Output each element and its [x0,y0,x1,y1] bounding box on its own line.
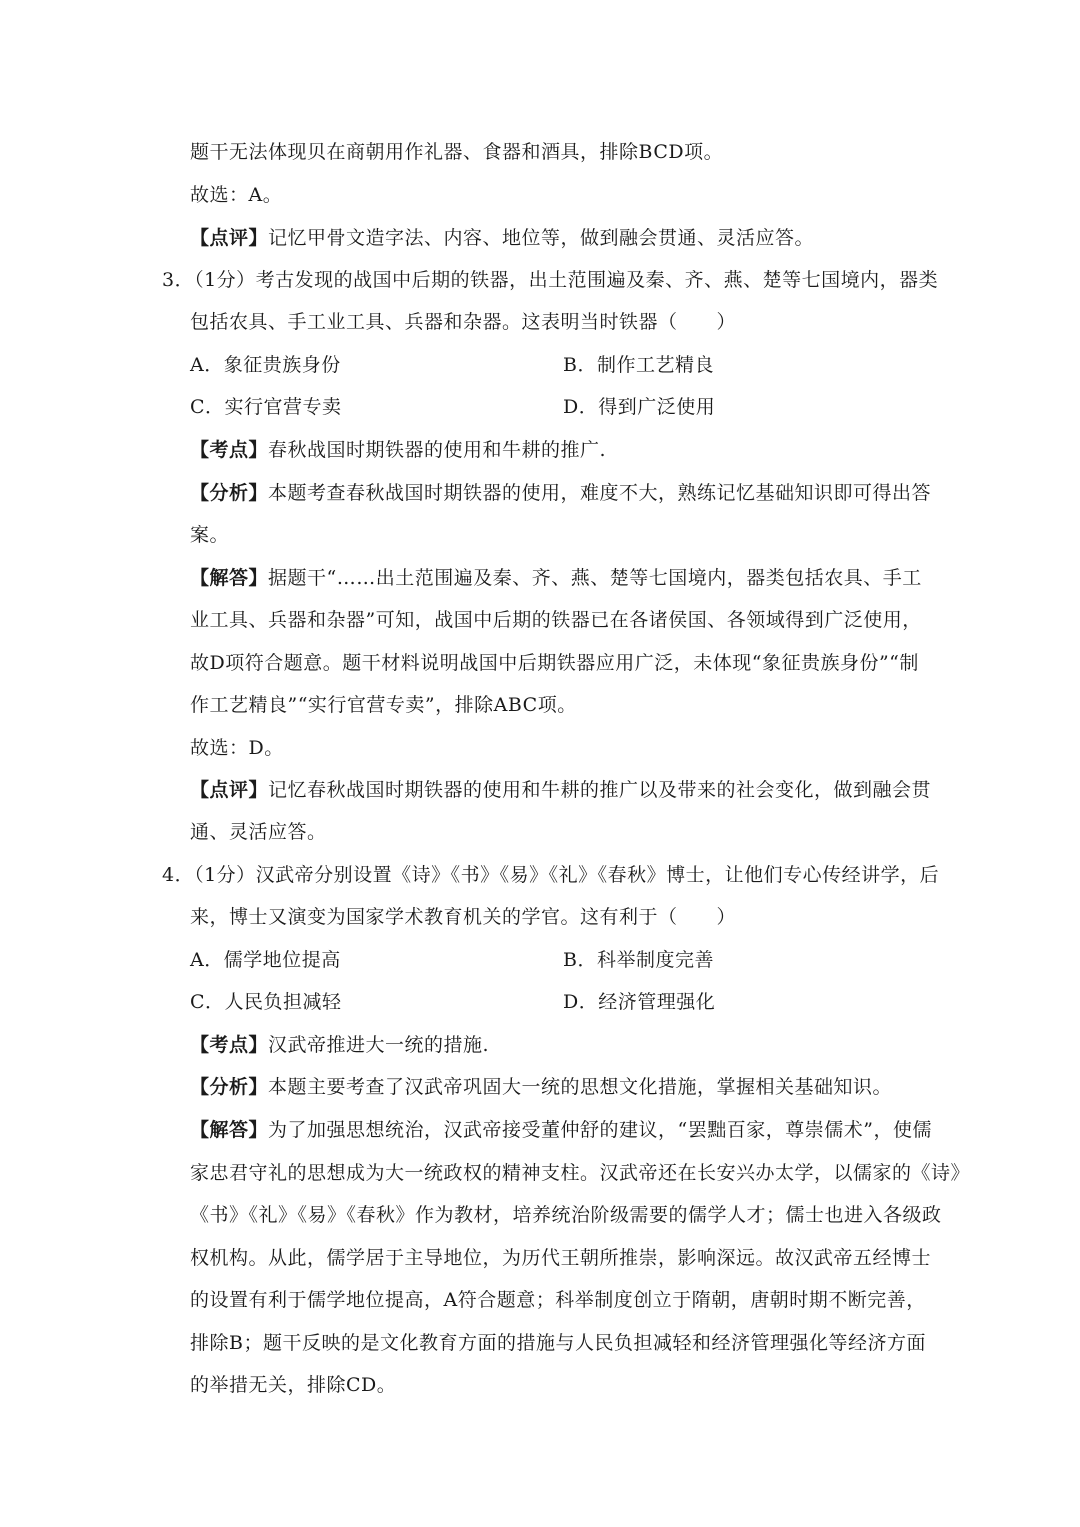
q3-jieda-line4: 作工艺精良”“实行官营专卖”，排除ABC项。 [190,694,577,716]
q4-jieda-line1 [190,1118,932,1142]
jieda-tag: 【解答】 [190,1119,269,1141]
fenxi-text: 本题考查春秋战国时期铁器的使用，难度不大，熟练记忆基础知识即可得出答 [268,482,932,504]
q4-jieda-line4: 权机构。从此，儒学居于主导地位，为历代王朝所推崇，影响深远。故汉武帝五经博士 [190,1247,932,1269]
q3-jieda-line2: 业工具、兵器和杂器”可知，战国中后期的铁器已在各诸侯国、各领域得到广泛使用， [190,609,922,631]
fenxi-text: 本题主要考查了汉武帝巩固大一统的思想文化措施，掌握相关基础知识。 [268,1076,893,1098]
kaodian-text: 春秋战国时期铁器的使用和牛耕的推广. [268,439,607,461]
q4-jieda-line5: 的设置有利于儒学地位提高，A符合题意；科举制度创立于隋朝，唐朝时期不断完善， [190,1289,926,1311]
q3-option-d: D．得到广泛使用 [563,396,716,418]
q4-jieda-line6: 排除B；题干反映的是文化教育方面的措施与人民负担减轻和经济管理强化等经济方面 [190,1332,926,1354]
q3-option-c: C．实行官营专卖 [190,396,342,418]
q3-option-a: A．象征贵族身份 [190,354,341,376]
q2-comment [190,226,814,250]
q4-jieda-line3: 《书》《礼》《易》《春秋》作为教材，培养统治阶级需要的儒学人才；儒士也进入各级政 [190,1204,942,1226]
q3-stem-line1: 3．（1分）考古发现的战国中后期的铁器，出土范围遍及秦、齐、燕、楚等七国境内，器类 [162,269,939,291]
q3-kaodian [190,438,606,462]
q4-option-d: D．经济管理强化 [563,991,716,1013]
q4-option-a: A．儒学地位提高 [190,949,341,971]
comment-text: 记忆甲骨文造字法、内容、地位等，做到融会贯通、灵活应答。 [268,227,815,249]
q4-stem-line2: 来，博士又演变为国家学术教育机关的学官。这有利于（ ） [190,906,737,928]
kaodian-tag: 【考点】 [190,1034,269,1056]
jieda-tag: 【解答】 [190,567,269,589]
q3-jieda-line3: 故D项符合题意。题干材料说明战国中后期铁器应用广泛，未体现“象征贵族身份”“制 [190,652,919,674]
kaodian-text: 汉武帝推进大一统的措施. [268,1034,490,1056]
jieda-text: 为了加强思想统治，汉武帝接受董仲舒的建议，“罢黜百家，尊崇儒术”，使儒 [268,1119,932,1141]
fenxi-tag: 【分析】 [190,482,269,504]
q2-choice: 故选：A。 [190,184,283,206]
q4-jieda-line7: 的举措无关，排除CD。 [190,1374,397,1396]
q3-fenxi-line2: 案。 [190,524,230,546]
fenxi-tag: 【分析】 [190,1076,269,1098]
comment-tag: 【点评】 [190,779,269,801]
comment-tag: 【点评】 [190,227,269,249]
q2-analysis-tail: 题干无法体现贝在商朝用作礼器、食器和酒具，排除BCD项。 [190,141,724,163]
q4-kaodian [190,1033,489,1057]
q3-stem-line2: 包括农具、手工业工具、兵器和杂器。这表明当时铁器（ ） [190,311,737,333]
q4-stem-line1: 4．（1分）汉武帝分别设置《诗》《书》《易》《礼》《春秋》博士，让他们专心传经讲学，后 [162,864,940,886]
q3-option-b: B．制作工艺精良 [563,354,714,376]
q3-comment-line2: 通、灵活应答。 [190,821,327,843]
comment-text: 记忆春秋战国时期铁器的使用和牛耕的推广以及带来的社会变化，做到融会贯 [268,779,932,801]
kaodian-tag: 【考点】 [190,439,269,461]
q4-jieda-line2: 家忠君守礼的思想成为大一统政权的精神支柱。汉武帝还在长安兴办太学，以儒家的《诗》 [190,1162,971,1184]
q3-comment-line1 [190,778,931,802]
q3-fenxi-line1 [190,481,931,505]
jieda-text: 据题干“……出土范围遍及秦、齐、燕、楚等七国境内，器类包括农具、手工 [268,567,922,589]
q4-option-c: C．人民负担减轻 [190,991,342,1013]
q4-option-b: B．科举制度完善 [563,949,714,971]
q3-choice: 故选：D。 [190,737,284,759]
q4-fenxi [190,1075,892,1099]
q3-jieda-line1 [190,566,922,590]
